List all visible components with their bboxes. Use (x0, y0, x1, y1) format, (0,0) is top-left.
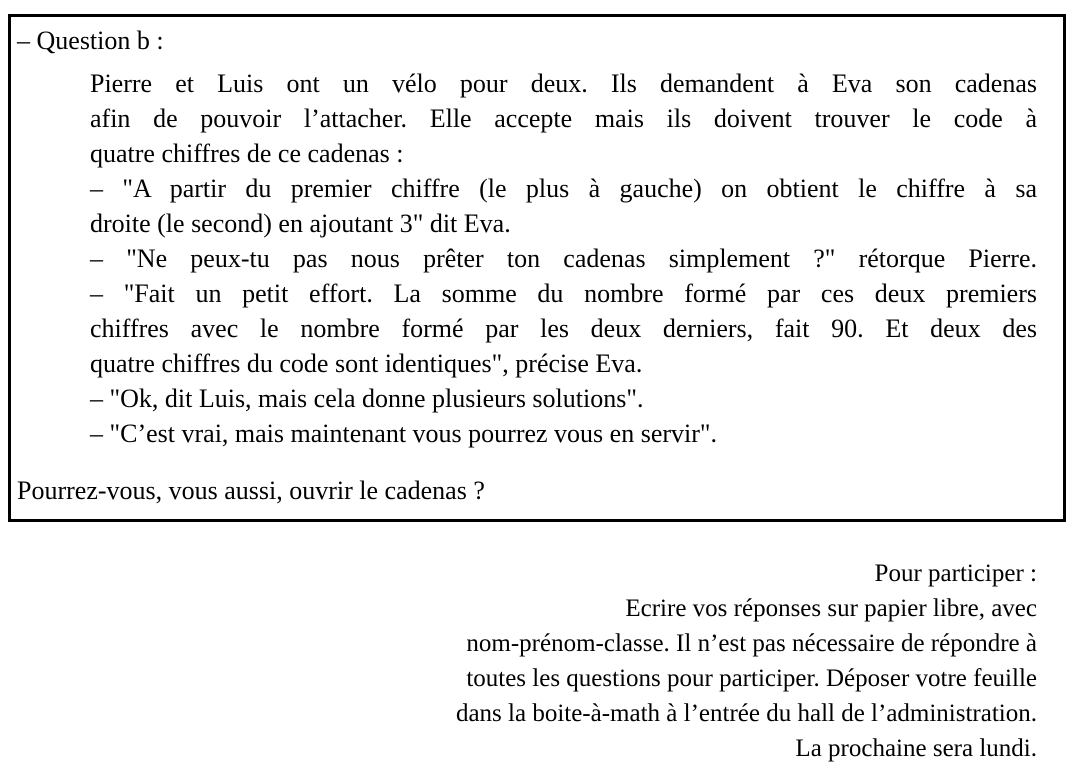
question-label: – Question b : (17, 26, 164, 55)
dialogue-line: chiffres avec le nombre formé par les deux derniers, fait 90. Et deux des (90, 314, 1037, 343)
text-line: Pierre et Luis ont un vélo pour deux. Ils demandent à Eva son cadenas (90, 69, 1037, 98)
footer-line: Pour participer : (874, 560, 1037, 587)
footer-line: toutes les questions pour participer. Déposer votre feuille (466, 665, 1037, 692)
dialogue-line: – "Ne peux-tu pas nous prêter ton cadenas simplement ?" rétorque Pierre. (90, 244, 1037, 273)
text-line: quatre chiffres de ce cadenas : (90, 139, 404, 168)
question-box (8, 14, 1066, 522)
dialogue-line: – "C’est vrai, mais maintenant vous pourrez vous en servir". (90, 419, 718, 448)
footer-line: dans la boite-à-math à l’entrée du hall de l’administration. (455, 700, 1037, 727)
dialogue-line: – "A partir du premier chiffre (le plus à gauche) on obtient le chiffre à sa (90, 174, 1037, 203)
closing-question: Pourrez-vous, vous aussi, ouvrir le cadenas ? (17, 476, 485, 505)
text-line: afin de pouvoir l’attacher. Elle accepte mais ils doivent trouver le code à (90, 104, 1037, 133)
footer-line: nom-prénom-classe. Il n’est pas nécessaire de répondre à (466, 630, 1037, 657)
question-body (90, 66, 1037, 451)
footer-line: La prochaine sera lundi. (795, 735, 1037, 762)
dialogue-line: – "Fait un petit effort. La somme du nombre formé par ces deux premiers (90, 279, 1037, 308)
participation-notice (257, 556, 1037, 766)
footer-line: Ecrire vos réponses sur papier libre, avec (625, 595, 1037, 622)
dialogue-line: droite (le second) en ajoutant 3" dit Eva. (90, 209, 511, 238)
dialogue-line: quatre chiffres du code sont identiques", précise Eva. (90, 349, 643, 378)
dialogue-line: – "Ok, dit Luis, mais cela donne plusieurs solutions". (90, 384, 644, 413)
